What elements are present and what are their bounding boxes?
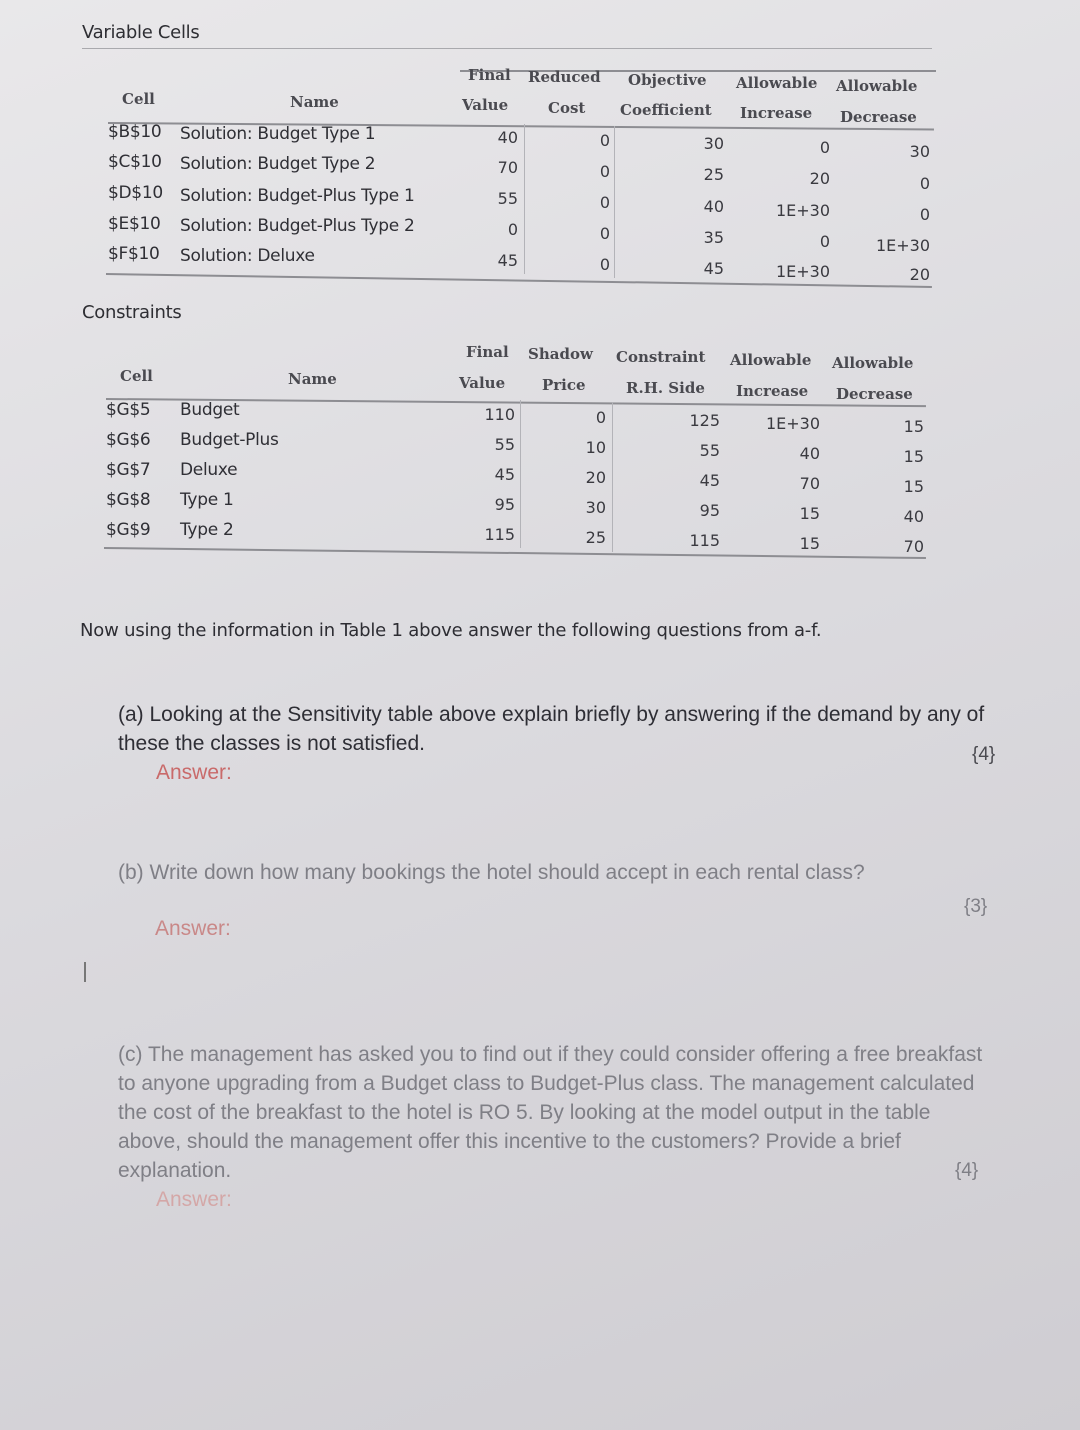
vc-row-reduced: 0 — [599, 193, 610, 212]
vc-row-dec: 0 — [919, 205, 930, 224]
vc-header-value: Value — [462, 96, 509, 114]
vc-row-objective: 45 — [703, 259, 724, 278]
vc-header-coefficient: Coefficient — [620, 101, 712, 119]
c-row-name: Type 2 — [180, 520, 234, 540]
c-row-cell: $G$6 — [106, 430, 151, 450]
vc-row-cell: $C$10 — [108, 152, 162, 172]
c-row-dec: 15 — [903, 477, 924, 496]
vc-header-name: Name — [290, 93, 339, 111]
vc-row-objective: 40 — [703, 197, 724, 216]
c-row-shadow: 30 — [585, 498, 606, 517]
c-row-rhs: 45 — [699, 471, 720, 490]
c-row-final: 45 — [494, 465, 515, 484]
variable-cells-title: Variable Cells — [82, 22, 200, 43]
c-row-dec: 15 — [903, 447, 924, 466]
question-c — [118, 1040, 998, 1214]
vc-row-final: 0 — [507, 220, 518, 239]
c-row-rhs: 115 — [689, 531, 720, 550]
c-divider — [612, 402, 613, 552]
vc-header-allow-inc: Allowable — [736, 74, 818, 92]
c-row-cell: $G$9 — [106, 520, 151, 540]
c-header-decrease: Decrease — [836, 385, 913, 403]
vc-row-final: 70 — [497, 158, 518, 177]
variable-cells-title-rule — [82, 48, 932, 49]
vc-row-name: Solution: Budget-Plus Type 2 — [180, 216, 415, 236]
c-row-inc: 70 — [799, 474, 820, 493]
question-a-answer-label: Answer: — [156, 761, 232, 784]
question-b — [118, 858, 1013, 887]
vc-header-final: Final — [468, 66, 511, 84]
c-header-value: Value — [459, 374, 506, 392]
c-row-cell: $G$7 — [106, 460, 151, 480]
question-b-answer-label: Answer: — [155, 917, 231, 940]
constraints-title: Constraints — [82, 302, 182, 323]
vc-row-inc: 0 — [819, 232, 830, 251]
c-header-shadow: Shadow — [528, 345, 593, 363]
c-row-dec: 40 — [903, 507, 924, 526]
c-row-rhs: 125 — [689, 411, 720, 430]
vc-row-cell: $B$10 — [108, 122, 162, 142]
c-row-final: 110 — [484, 405, 515, 424]
c-row-rhs: 55 — [699, 441, 720, 460]
vc-header-increase: Increase — [740, 104, 813, 122]
c-header-increase: Increase — [736, 382, 809, 400]
question-b-text: (b) Write down how many bookings the hotel should accept in each rental class? — [118, 861, 865, 884]
vc-header-objective: Objective — [628, 71, 707, 89]
c-row-rhs: 95 — [699, 501, 720, 520]
vc-divider — [524, 124, 525, 274]
question-a-marks: {4} — [972, 744, 996, 765]
c-row-shadow: 20 — [585, 468, 606, 487]
c-row-name: Budget-Plus — [180, 430, 279, 450]
c-row-inc: 1E+30 — [765, 414, 820, 433]
question-c-marks: {4} — [955, 1160, 979, 1181]
c-row-name: Deluxe — [180, 460, 238, 480]
c-row-final: 95 — [494, 495, 515, 514]
questions-intro: Now using the information in Table 1 above answer the following questions from a-f. — [80, 620, 822, 641]
vc-header-allow-dec: Allowable — [836, 77, 918, 95]
vc-row-cell: $D$10 — [108, 183, 163, 203]
c-row-shadow: 25 — [585, 528, 606, 547]
vc-row-dec: 20 — [909, 265, 930, 284]
c-row-cell: $G$5 — [106, 400, 151, 420]
vc-row-objective: 35 — [703, 228, 724, 247]
c-row-inc: 40 — [799, 444, 820, 463]
vc-row-name: Solution: Deluxe — [180, 246, 315, 266]
vc-divider — [614, 126, 615, 278]
c-header-allow-dec: Allowable — [832, 354, 914, 372]
vc-row-dec: 1E+30 — [875, 236, 930, 255]
question-b-marks: {3} — [964, 896, 988, 917]
vc-row-name: Solution: Budget-Plus Type 1 — [180, 186, 415, 206]
c-row-final: 55 — [494, 435, 515, 454]
question-c-text: (c) The management has asked you to find out if they could consider offering a free breakfast to anyone upgrading from a Budget class to Budget-Plus class. The management calculated the cost of the breakfast to the hotel is RO 5. By looking at the model output in the table above, should the management offer this incentive to the customers? Provide a brief explanation. — [118, 1043, 983, 1182]
vc-row-dec: 30 — [909, 142, 930, 161]
vc-row-reduced: 0 — [599, 255, 610, 274]
c-row-dec: 70 — [903, 537, 924, 556]
c-row-dec: 15 — [903, 417, 924, 436]
c-row-name: Budget — [180, 400, 240, 420]
vc-row-final: 40 — [497, 128, 518, 147]
vc-row-final: 55 — [497, 189, 518, 208]
c-header-final: Final — [466, 343, 509, 361]
c-row-shadow: 10 — [585, 438, 606, 457]
vc-row-name: Solution: Budget Type 1 — [180, 124, 376, 144]
vc-row-reduced: 0 — [599, 224, 610, 243]
c-row-cell: $G$8 — [106, 490, 151, 510]
question-c-answer-label: Answer: — [156, 1188, 232, 1211]
c-header-constraint: Constraint — [616, 348, 706, 366]
c-row-inc: 15 — [799, 534, 820, 553]
vc-header-cost: Cost — [548, 99, 586, 117]
c-row-inc: 15 — [799, 504, 820, 523]
c-header-allow-inc: Allowable — [730, 351, 812, 369]
question-a — [118, 700, 1013, 787]
vc-header-cell: Cell — [122, 90, 155, 108]
c-divider — [520, 400, 521, 548]
margin-mark — [84, 962, 86, 982]
vc-row-inc: 0 — [819, 138, 830, 157]
c-header-name: Name — [288, 370, 337, 388]
vc-row-reduced: 0 — [599, 162, 610, 181]
vc-row-inc: 20 — [809, 169, 830, 188]
c-row-shadow: 0 — [595, 408, 606, 427]
vc-row-inc: 1E+30 — [775, 262, 830, 281]
question-b-answer — [155, 914, 231, 943]
c-row-final: 115 — [484, 525, 515, 544]
vc-row-objective: 25 — [703, 165, 724, 184]
vc-row-cell: $E$10 — [108, 214, 161, 234]
vc-row-cell: $F$10 — [108, 244, 160, 264]
vc-row-inc: 1E+30 — [775, 201, 830, 220]
vc-header-reduced: Reduced — [528, 68, 601, 86]
vc-row-reduced: 0 — [599, 131, 610, 150]
c-row-name: Type 1 — [180, 490, 234, 510]
vc-header-decrease: Decrease — [840, 108, 917, 126]
vc-row-objective: 30 — [703, 134, 724, 153]
vc-row-dec: 0 — [919, 174, 930, 193]
c-header-price: Price — [542, 376, 586, 394]
c-header-rhs: R.H. Side — [626, 379, 705, 397]
vc-row-name: Solution: Budget Type 2 — [180, 154, 376, 174]
c-header-cell: Cell — [120, 367, 153, 385]
vc-row-final: 45 — [497, 251, 518, 270]
question-a-text: (a) Looking at the Sensitivity table above explain briefly by answering if the demand by any of these the classes is not satisfied. — [118, 703, 985, 755]
